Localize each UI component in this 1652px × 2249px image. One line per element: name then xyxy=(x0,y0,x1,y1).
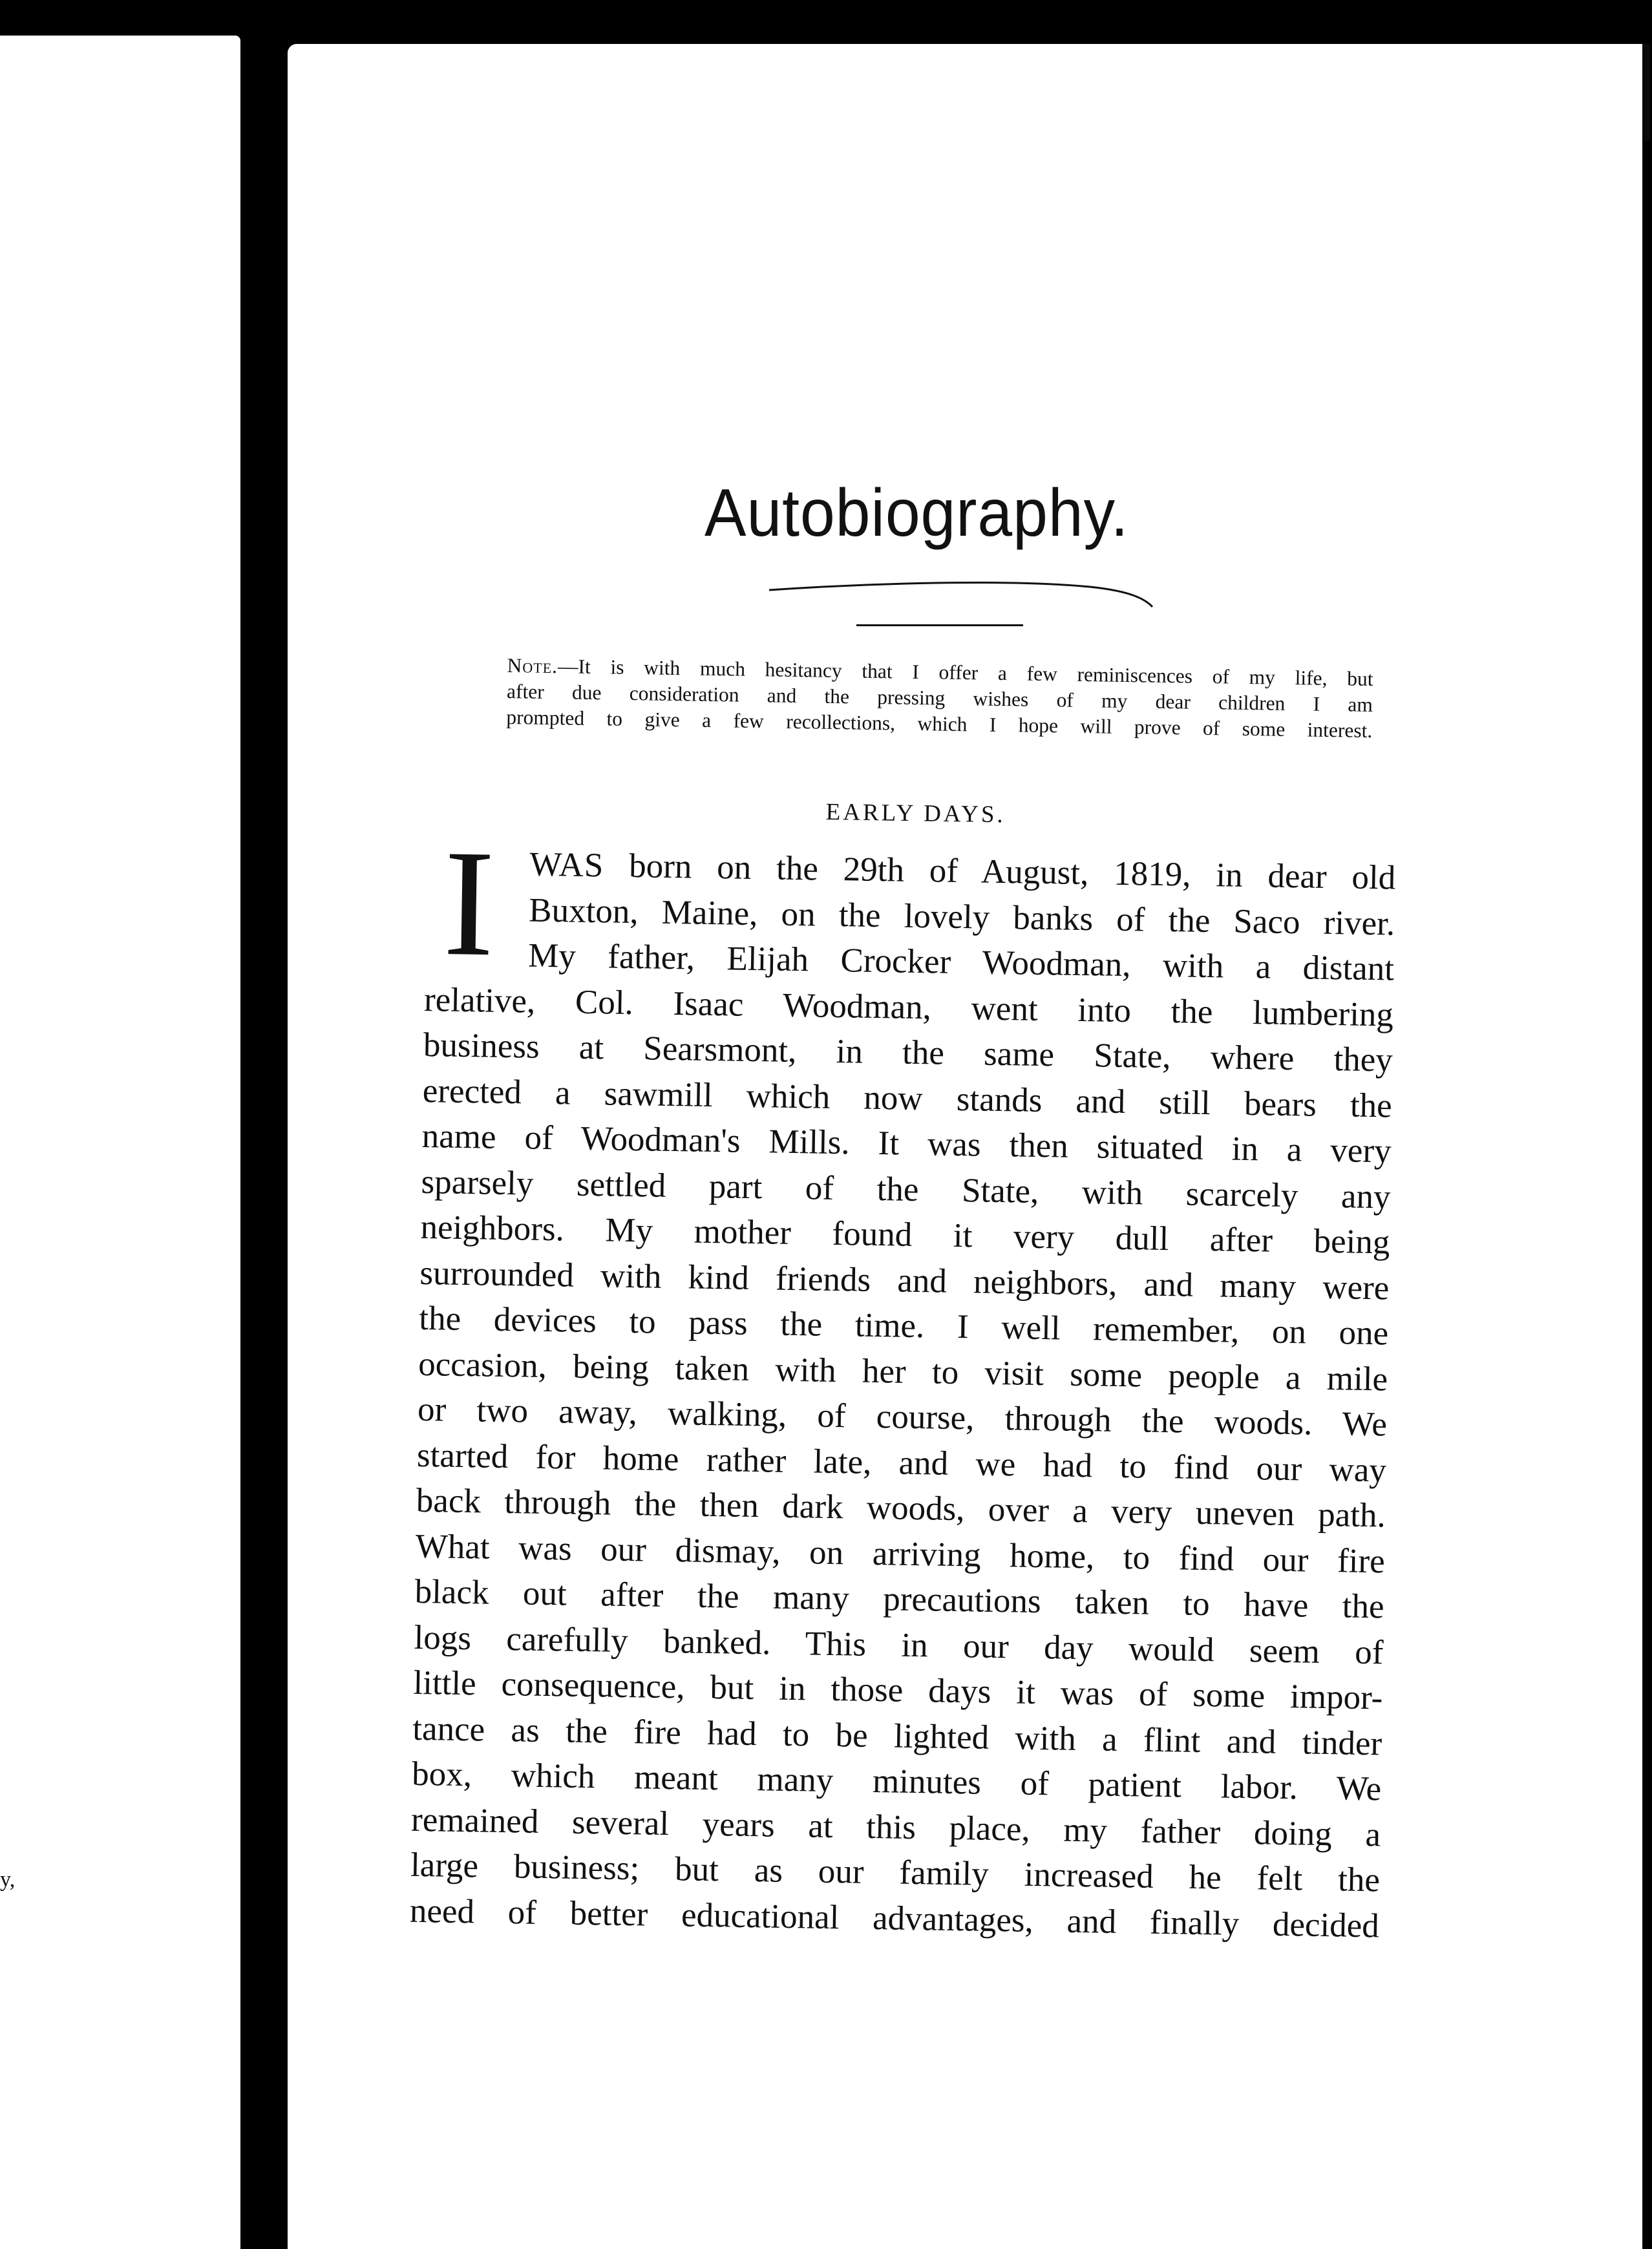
text-line: little consequence, but in those days it was of some impor- xyxy=(413,1663,1383,1717)
margin-mark: y, xyxy=(0,1868,16,1892)
text-line: back through the then dark woods, over a very uneven path. xyxy=(416,1481,1386,1535)
text-line: occasion, being taken with her to visit some people a mile xyxy=(418,1345,1388,1398)
text-line: box, which meant many minutes of patient labor. We xyxy=(411,1755,1382,1808)
note-line-text: —It is with much hesitancy that I offer a few reminiscences of my life, but xyxy=(557,655,1373,691)
text-line: Buxton, Maine, on the lovely banks of the Saco river. xyxy=(528,891,1395,943)
text-line: surrounded with kind friends and neighbors, and many were xyxy=(419,1254,1390,1307)
text-line-content: born on the 29th of August, 1819, in dear old xyxy=(628,847,1396,897)
body-text xyxy=(409,840,1395,1948)
author-note xyxy=(506,653,1373,744)
text-line: sparsely settled part of the State, with scarcely any xyxy=(421,1163,1391,1216)
text-line: business at Searsmont, in the same State, where they xyxy=(423,1026,1393,1079)
note-label: Note. xyxy=(507,653,558,678)
text-line: or two away, walking, of course, through the woods. We xyxy=(417,1390,1388,1444)
text-line: My father, Elijah Crocker Woodman, with a distant xyxy=(527,936,1395,988)
text-line: need of better educational advantages, and finally decided xyxy=(409,1892,1380,1945)
text-line: name of Woodman's Mills. It was then situated in a very xyxy=(421,1117,1392,1170)
text-line: large business; but as our family increased he felt the xyxy=(410,1846,1381,1899)
title-rule-divider xyxy=(856,624,1023,626)
text-line: erected a sawmill which now stands and still bears the xyxy=(422,1072,1393,1125)
note-line: prompted to give a few recollections, which I hope will prove of some interest. xyxy=(506,705,1373,743)
page-title: Autobiography. xyxy=(704,476,1129,551)
title-swash-ornament xyxy=(766,564,1154,609)
text-line: tance as the fire had to be lighted with a flint and tinder xyxy=(412,1709,1382,1762)
text-line: What was our dismay, on arriving home, to find our fire xyxy=(415,1527,1386,1580)
page-edge-shadow xyxy=(1644,141,1650,2249)
text-line: relative, Col. Isaac Woodman, went into the lumbering xyxy=(423,980,1394,1034)
text-line: started for home rather late, and we had to find our way xyxy=(416,1436,1387,1489)
title-block xyxy=(704,475,1209,630)
text-line: logs carefully banked. This in our day would seem of xyxy=(414,1618,1384,1671)
text-line: remained several years at this place, my father doing a xyxy=(410,1800,1381,1853)
note-line: after due consideration and the pressing wishes of my dear children I am xyxy=(506,679,1373,717)
first-word: WAS xyxy=(529,845,604,885)
text-line: black out after the many precautions taken to have the xyxy=(414,1572,1385,1626)
facing-page-left xyxy=(0,36,240,2249)
section-heading: EARLY DAYS. xyxy=(825,798,1006,829)
text-line: neighbors. My mother found it very dull after being xyxy=(420,1208,1390,1262)
drop-cap: I xyxy=(442,819,496,989)
text-line: the devices to pass the time. I well remember, on one xyxy=(418,1299,1389,1353)
